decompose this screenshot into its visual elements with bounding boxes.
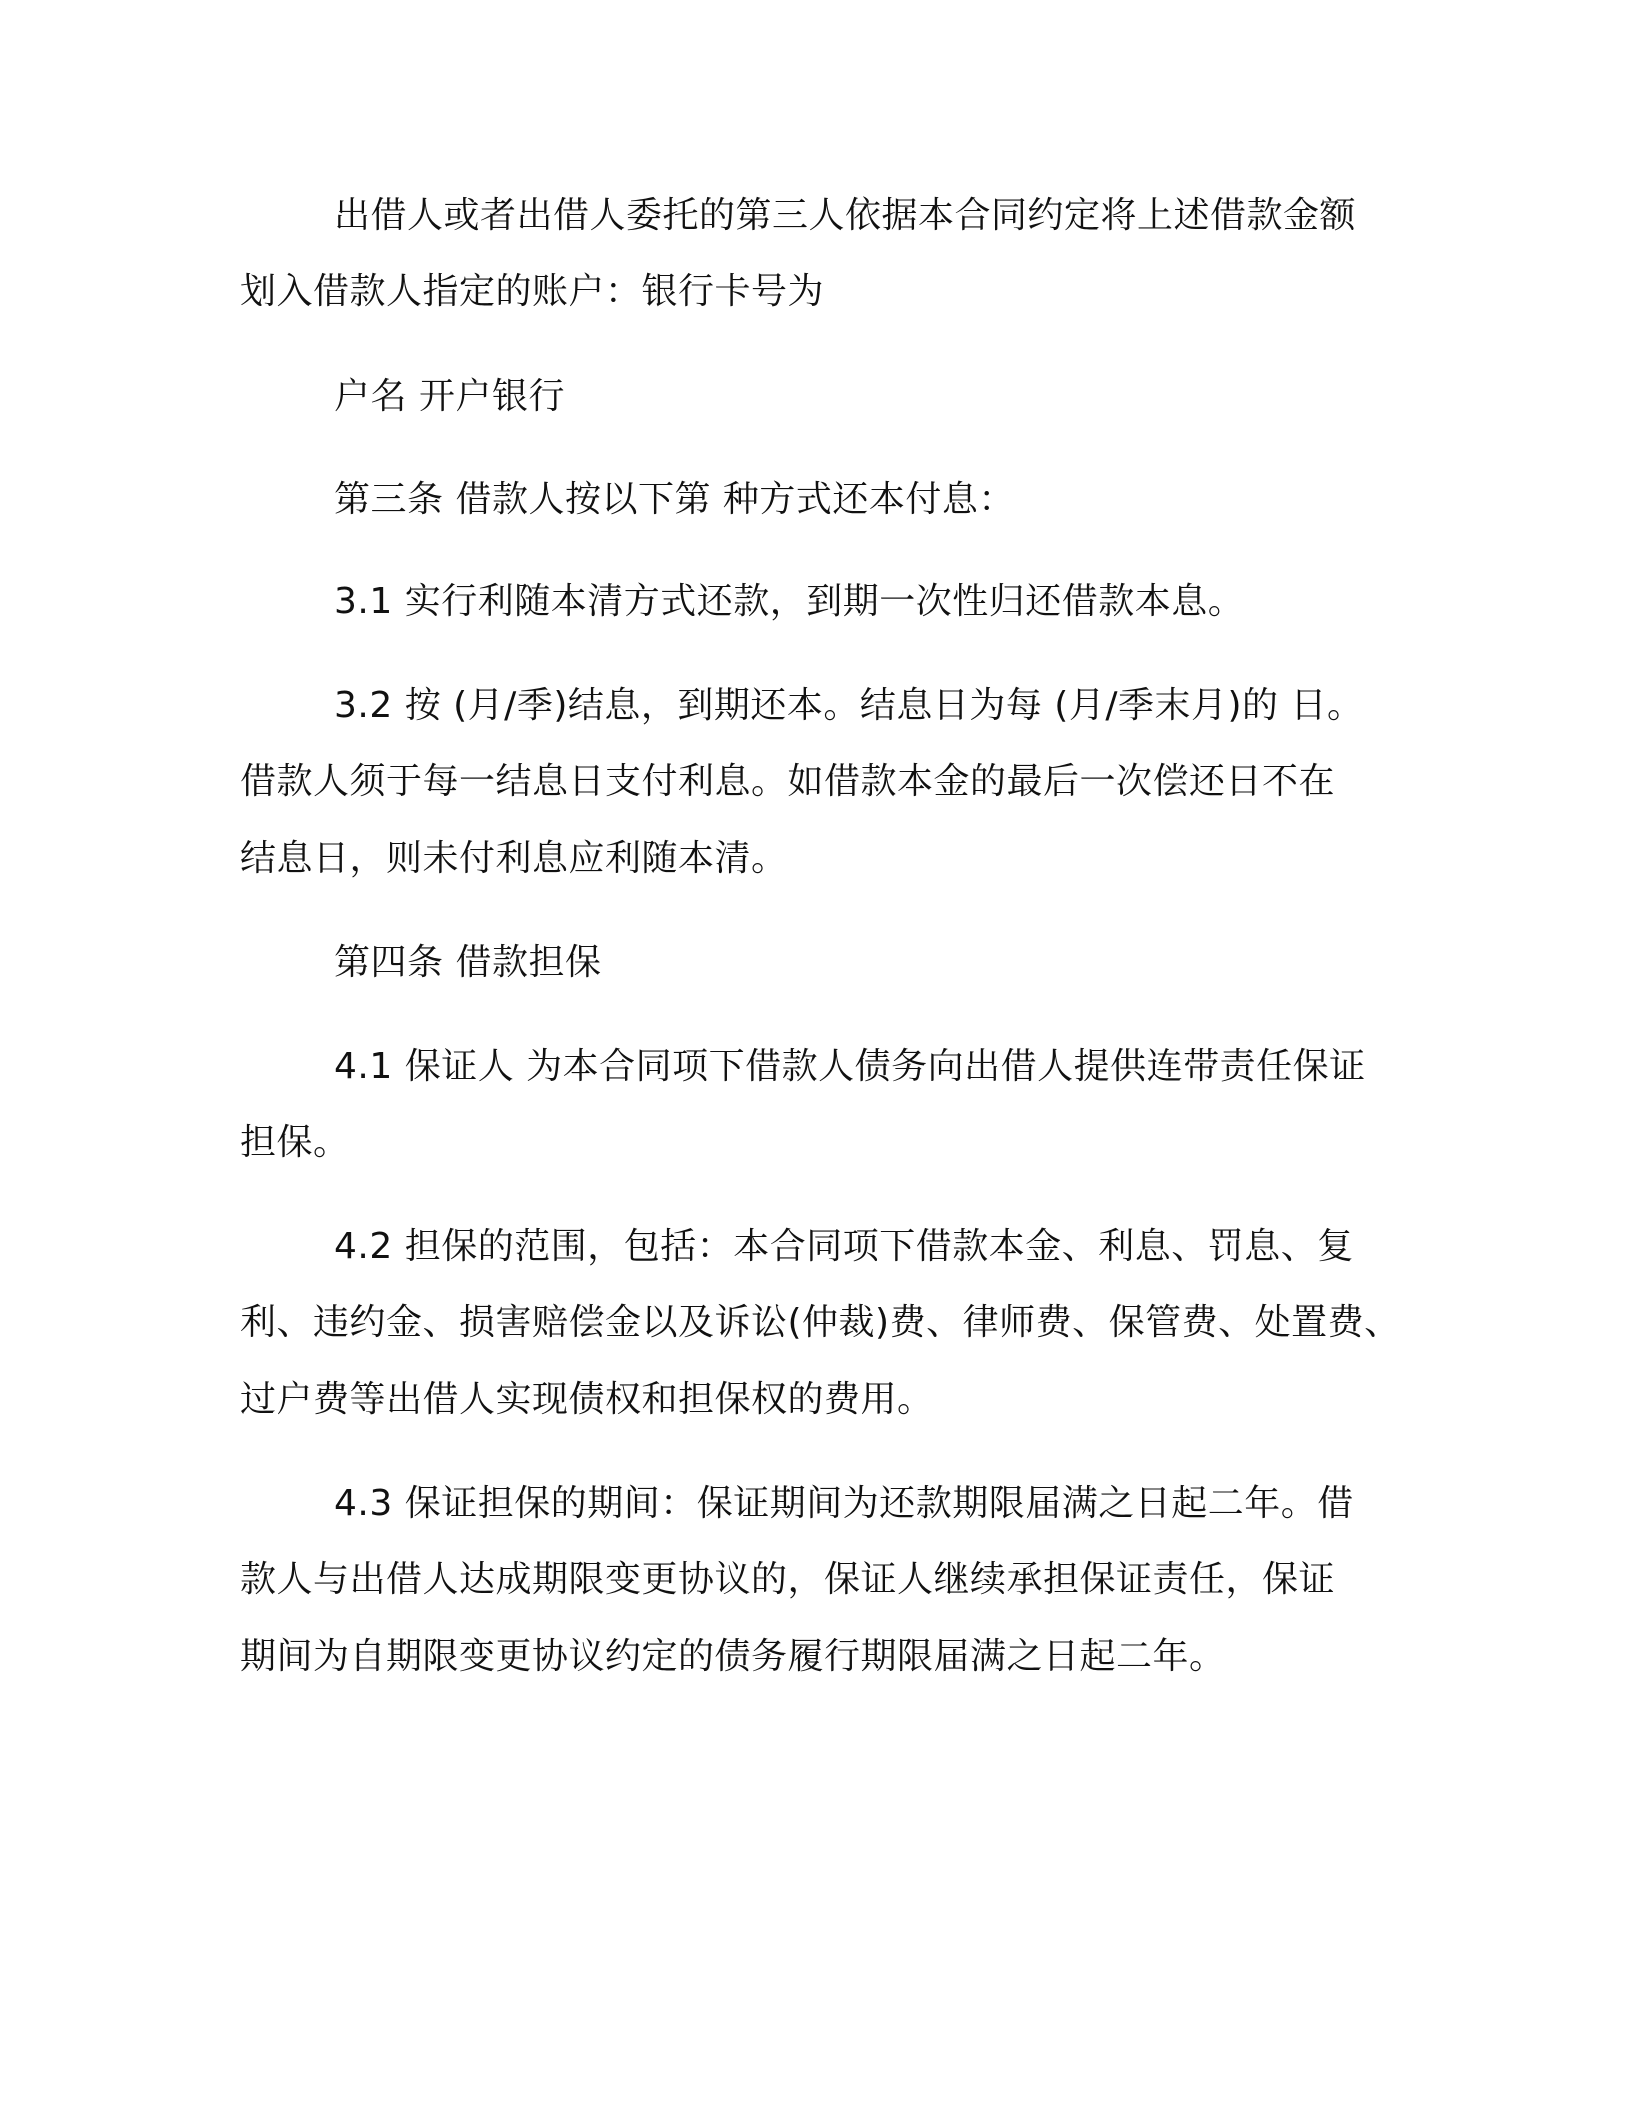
paragraph-line: 3.2 按 (月/季)结息，到期还本。结息日为每 (月/季末月)的 日。 (334, 685, 1364, 726)
paragraph-line: 担保。 (240, 1122, 350, 1163)
paragraph-line: 4.1 保证人 为本合同项下借款人债务向出借人提供连带责任保证 (334, 1046, 1366, 1087)
paragraph-line: 户名 开户银行 (334, 376, 565, 417)
article-heading: 第三条 借款人按以下第 种方式还本付息： (334, 479, 1015, 520)
paragraph-line: 划入借款人指定的账户：银行卡号为 (240, 271, 825, 312)
paragraph-line: 3.1 实行利随本清方式还款，到期一次性归还借款本息。 (334, 581, 1245, 622)
paragraph-line: 4.3 保证担保的期间：保证期间为还款期限届满之日起二年。借 (334, 1483, 1354, 1524)
paragraph-line: 过户费等出借人实现债权和担保权的费用。 (240, 1379, 934, 1420)
paragraph-line: 借款人须于每一结息日支付利息。如借款本金的最后一次偿还日不在 (240, 761, 1336, 802)
paragraph-line: 结息日，则未付利息应利随本清。 (240, 838, 788, 879)
paragraph-line: 利、违约金、损害赔偿金以及诉讼(仲裁)费、律师费、保管费、处置费、 (240, 1302, 1401, 1343)
paragraph-line: 期间为自期限变更协议约定的债务履行期限届满之日起二年。 (240, 1636, 1226, 1677)
paragraph-line: 出借人或者出借人委托的第三人依据本合同约定将上述借款金额 (334, 195, 1357, 236)
paragraph-line: 4.2 担保的范围，包括：本合同项下借款本金、利息、罚息、复 (334, 1226, 1354, 1267)
article-heading: 第四条 借款担保 (334, 942, 602, 983)
paragraph-line: 款人与出借人达成期限变更协议的，保证人继续承担保证责任，保证 (240, 1559, 1336, 1600)
